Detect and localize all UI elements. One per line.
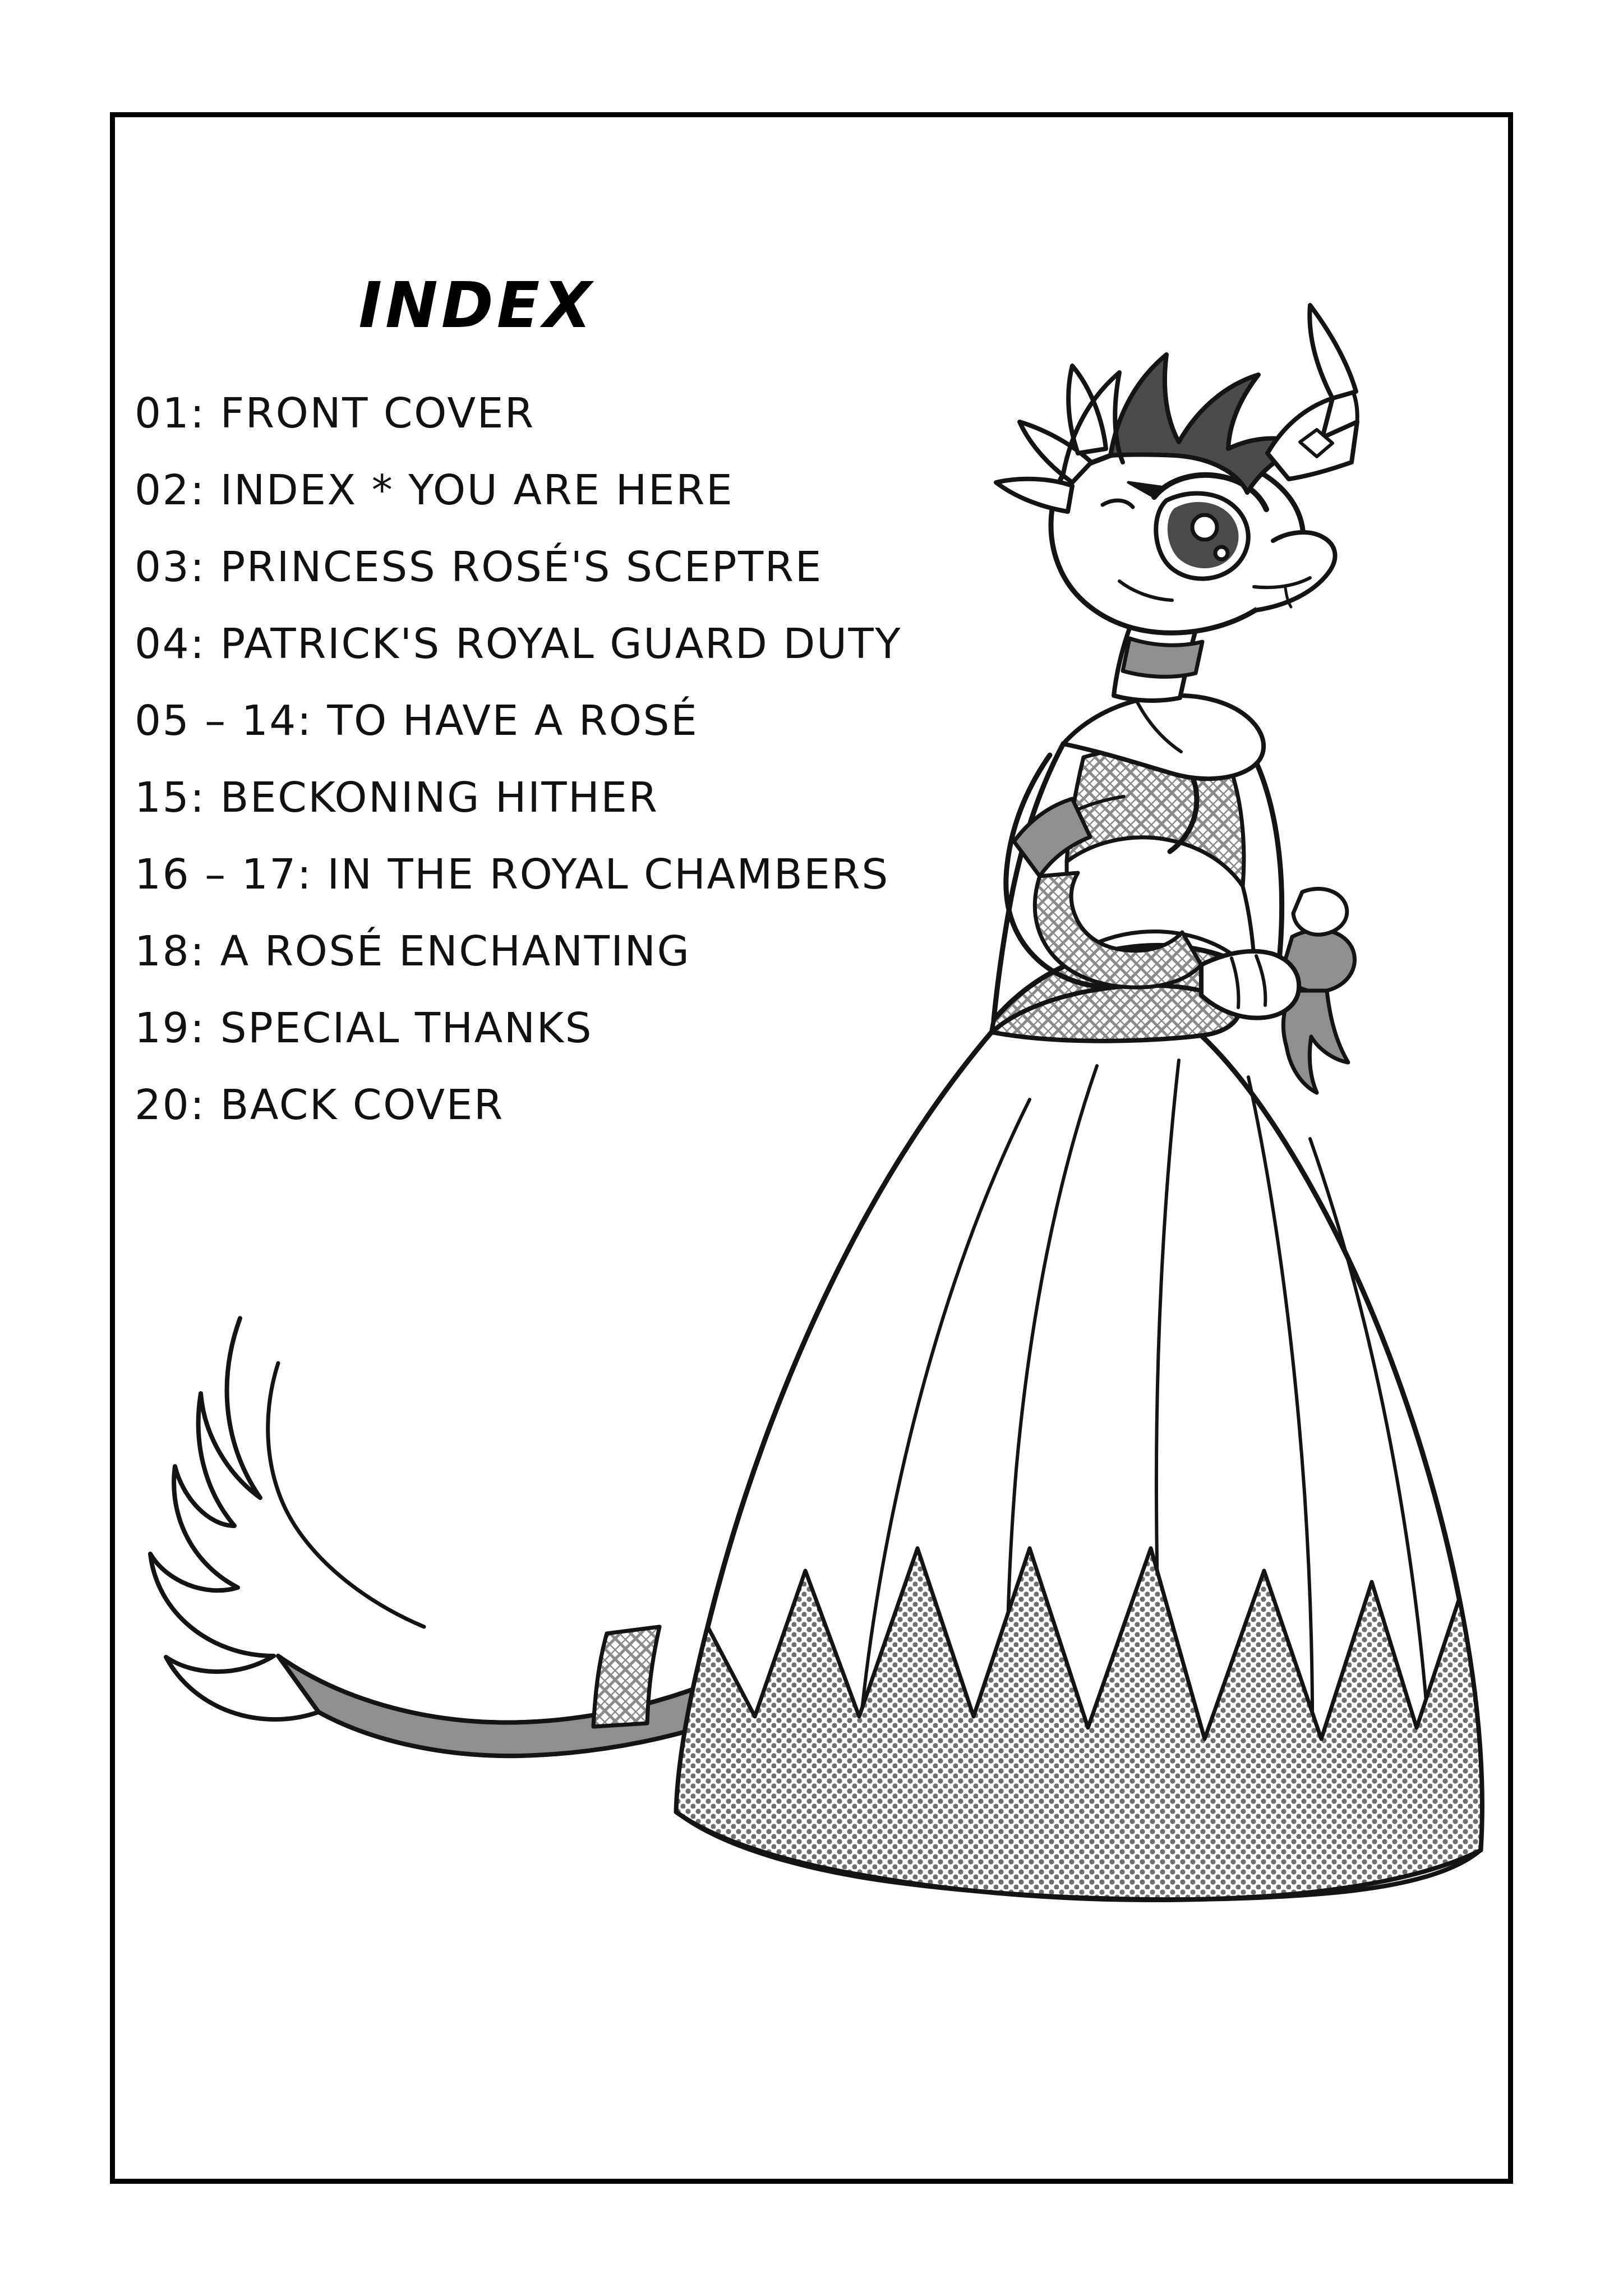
- list-item[interactable]: 04: PATRICK'S ROYAL GUARD DUTY: [135, 620, 902, 668]
- list-item[interactable]: 01: FRONT COVER: [135, 389, 535, 438]
- list-item[interactable]: 19: SPECIAL THANKS: [135, 1004, 593, 1052]
- page-title: INDEX: [358, 269, 595, 342]
- list-item[interactable]: 18: A ROSÉ ENCHANTING: [135, 927, 691, 976]
- index-list: [135, 389, 1200, 1161]
- list-item[interactable]: 05 – 14: TO HAVE A ROSÉ: [135, 697, 699, 745]
- list-item[interactable]: 15: BECKONING HITHER: [135, 774, 659, 822]
- list-item[interactable]: 02: INDEX * YOU ARE HERE: [135, 466, 734, 514]
- list-item[interactable]: 03: PRINCESS ROSÉ'S SCEPTRE: [135, 543, 823, 591]
- list-item[interactable]: 20: BACK COVER: [135, 1081, 504, 1129]
- list-item[interactable]: 16 – 17: IN THE ROYAL CHAMBERS: [135, 850, 889, 899]
